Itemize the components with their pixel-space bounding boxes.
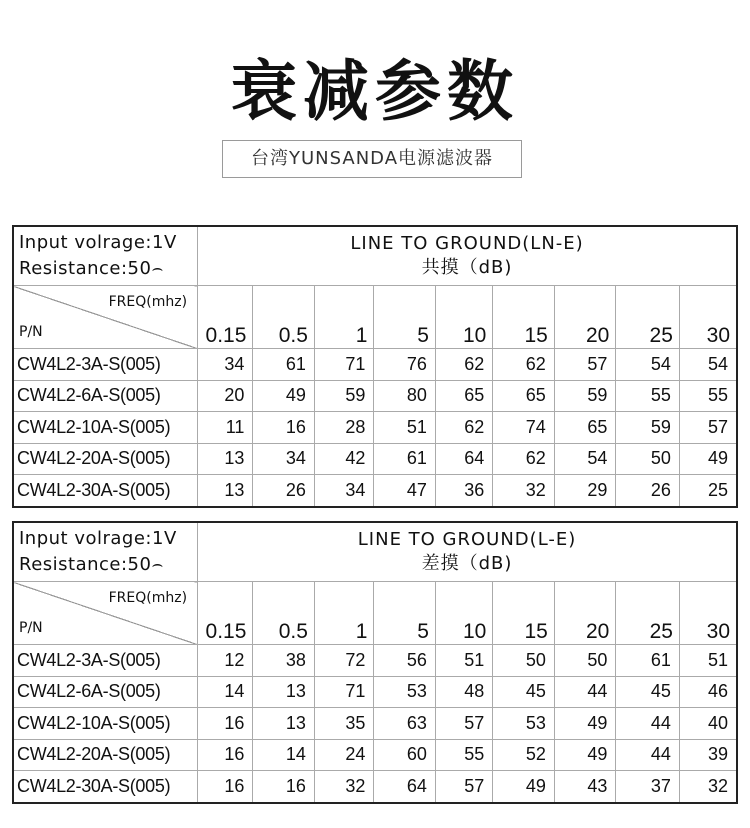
- attenuation-value-cell: 16: [198, 739, 253, 771]
- attenuation-value-cell: 16: [198, 771, 253, 803]
- attenuation-value-cell: 20: [198, 380, 253, 412]
- part-number-cell: CW4L2-20A-S(005): [13, 739, 198, 771]
- table-row: [13, 739, 737, 771]
- attenuation-value-cell: 12: [198, 645, 253, 677]
- attenuation-value-cell: 13: [198, 475, 253, 507]
- attenuation-value-cell: 56: [374, 645, 436, 677]
- table-heading-line1: LINE TO GROUND(LN-E): [350, 233, 584, 254]
- attenuation-table-ln-e: [12, 225, 738, 508]
- frequency-header: 15: [493, 286, 555, 349]
- attenuation-value-cell: 62: [435, 412, 492, 444]
- pn-label: P/N: [19, 324, 43, 340]
- part-number-cell: CW4L2-6A-S(005): [13, 676, 198, 708]
- attenuation-value-cell: 65: [493, 380, 555, 412]
- frequency-header: 20: [554, 286, 616, 349]
- attenuation-value-cell: 32: [314, 771, 373, 803]
- table-heading-line2: 差摸（dB): [421, 553, 513, 574]
- attenuation-value-cell: 64: [435, 443, 492, 475]
- table-heading-line2: 共摸（dB): [421, 257, 513, 278]
- attenuation-value-cell: 46: [679, 676, 737, 708]
- attenuation-value-cell: 57: [679, 412, 737, 444]
- table-row: [13, 676, 737, 708]
- attenuation-value-cell: 50: [616, 443, 680, 475]
- attenuation-value-cell: 40: [679, 708, 737, 740]
- pn-label: P/N: [19, 620, 43, 636]
- freq-pn-diagonal-cell: [13, 286, 198, 349]
- frequency-header: 0.15: [198, 286, 253, 349]
- attenuation-value-cell: 16: [253, 771, 315, 803]
- attenuation-value-cell: 64: [374, 771, 436, 803]
- frequency-header: 10: [435, 582, 492, 645]
- attenuation-value-cell: 16: [253, 412, 315, 444]
- attenuation-value-cell: 43: [554, 771, 616, 803]
- attenuation-value-cell: 44: [616, 708, 680, 740]
- attenuation-value-cell: 51: [435, 645, 492, 677]
- attenuation-value-cell: 76: [374, 349, 436, 381]
- frequency-header: 20: [554, 582, 616, 645]
- attenuation-value-cell: 59: [314, 380, 373, 412]
- attenuation-value-cell: 38: [253, 645, 315, 677]
- frequency-header: 5: [374, 582, 436, 645]
- attenuation-value-cell: 62: [493, 349, 555, 381]
- attenuation-value-cell: 65: [554, 412, 616, 444]
- attenuation-value-cell: 57: [435, 771, 492, 803]
- attenuation-value-cell: 49: [554, 739, 616, 771]
- part-number-cell: CW4L2-3A-S(005): [13, 645, 198, 677]
- attenuation-value-cell: 44: [554, 676, 616, 708]
- attenuation-value-cell: 59: [616, 412, 680, 444]
- attenuation-value-cell: 71: [314, 676, 373, 708]
- attenuation-value-cell: 61: [253, 349, 315, 381]
- attenuation-value-cell: 35: [314, 708, 373, 740]
- attenuation-value-cell: 65: [435, 380, 492, 412]
- frequency-header: 30: [679, 582, 737, 645]
- attenuation-value-cell: 36: [435, 475, 492, 507]
- frequency-header: 1: [314, 286, 373, 349]
- attenuation-value-cell: 14: [253, 739, 315, 771]
- header-row: [13, 522, 737, 582]
- attenuation-value-cell: 13: [198, 443, 253, 475]
- attenuation-value-cell: 34: [198, 349, 253, 381]
- table-heading-line1: LINE TO GROUND(L-E): [357, 529, 577, 550]
- table-row: [13, 412, 737, 444]
- attenuation-value-cell: 25: [679, 475, 737, 507]
- frequency-row: [13, 286, 737, 349]
- frequency-header: 0.15: [198, 582, 253, 645]
- attenuation-table-l-e: [12, 521, 738, 804]
- attenuation-value-cell: 28: [314, 412, 373, 444]
- part-number-cell: CW4L2-10A-S(005): [13, 412, 198, 444]
- attenuation-value-cell: 44: [616, 739, 680, 771]
- freq-pn-diagonal-cell: [13, 582, 198, 645]
- attenuation-value-cell: 34: [253, 443, 315, 475]
- attenuation-value-cell: 45: [616, 676, 680, 708]
- attenuation-value-cell: 37: [616, 771, 680, 803]
- attenuation-value-cell: 62: [435, 349, 492, 381]
- input-voltage-label: Input volrage:1V: [19, 232, 177, 253]
- frequency-header: 5: [374, 286, 436, 349]
- attenuation-value-cell: 29: [554, 475, 616, 507]
- table-row: [13, 771, 737, 803]
- page-title: 衰减参数: [231, 53, 519, 130]
- resistance-label: Resistance:50⌢: [19, 258, 164, 279]
- attenuation-value-cell: 49: [253, 380, 315, 412]
- attenuation-value-cell: 26: [616, 475, 680, 507]
- attenuation-value-cell: 55: [435, 739, 492, 771]
- attenuation-value-cell: 14: [198, 676, 253, 708]
- attenuation-value-cell: 47: [374, 475, 436, 507]
- attenuation-value-cell: 16: [198, 708, 253, 740]
- table-heading: [198, 522, 737, 582]
- part-number-cell: CW4L2-20A-S(005): [13, 443, 198, 475]
- input-voltage-label: Input volrage:1V: [19, 528, 177, 549]
- attenuation-value-cell: 13: [253, 676, 315, 708]
- attenuation-value-cell: 54: [554, 443, 616, 475]
- attenuation-value-cell: 49: [554, 708, 616, 740]
- attenuation-value-cell: 54: [679, 349, 737, 381]
- attenuation-value-cell: 60: [374, 739, 436, 771]
- table-heading: [198, 226, 737, 286]
- attenuation-value-cell: 24: [314, 739, 373, 771]
- attenuation-value-cell: 55: [679, 380, 737, 412]
- attenuation-value-cell: 53: [493, 708, 555, 740]
- part-number-cell: CW4L2-30A-S(005): [13, 771, 198, 803]
- frequency-header: 10: [435, 286, 492, 349]
- freq-unit-label: FREQ(mhz): [108, 590, 188, 606]
- attenuation-value-cell: 51: [679, 645, 737, 677]
- frequency-header: 0.5: [253, 582, 315, 645]
- attenuation-value-cell: 57: [554, 349, 616, 381]
- attenuation-value-cell: 42: [314, 443, 373, 475]
- frequency-header: 1: [314, 582, 373, 645]
- attenuation-value-cell: 61: [374, 443, 436, 475]
- attenuation-value-cell: 62: [493, 443, 555, 475]
- attenuation-value-cell: 32: [679, 771, 737, 803]
- attenuation-value-cell: 55: [616, 380, 680, 412]
- part-number-cell: CW4L2-3A-S(005): [13, 349, 198, 381]
- attenuation-value-cell: 49: [493, 771, 555, 803]
- frequency-header: 25: [616, 582, 680, 645]
- attenuation-value-cell: 63: [374, 708, 436, 740]
- table-row: [13, 349, 737, 381]
- attenuation-value-cell: 80: [374, 380, 436, 412]
- part-number-cell: CW4L2-30A-S(005): [13, 475, 198, 507]
- attenuation-value-cell: 72: [314, 645, 373, 677]
- header-row: [13, 226, 737, 286]
- attenuation-value-cell: 34: [314, 475, 373, 507]
- attenuation-value-cell: 57: [435, 708, 492, 740]
- attenuation-value-cell: 32: [493, 475, 555, 507]
- resistance-label: Resistance:50⌢: [19, 554, 164, 575]
- attenuation-value-cell: 74: [493, 412, 555, 444]
- attenuation-value-cell: 59: [554, 380, 616, 412]
- test-conditions-cell: [13, 522, 198, 582]
- attenuation-value-cell: 71: [314, 349, 373, 381]
- table-row: [13, 475, 737, 507]
- attenuation-value-cell: 13: [253, 708, 315, 740]
- attenuation-value-cell: 45: [493, 676, 555, 708]
- table-row: [13, 645, 737, 677]
- attenuation-value-cell: 61: [616, 645, 680, 677]
- attenuation-value-cell: 26: [253, 475, 315, 507]
- subtitle-box: 台湾YUNSANDA电源滤波器: [222, 140, 522, 178]
- attenuation-value-cell: 50: [493, 645, 555, 677]
- frequency-header: 30: [679, 286, 737, 349]
- attenuation-value-cell: 53: [374, 676, 436, 708]
- attenuation-value-cell: 11: [198, 412, 253, 444]
- frequency-header: 25: [616, 286, 680, 349]
- attenuation-value-cell: 51: [374, 412, 436, 444]
- frequency-header: 15: [493, 582, 555, 645]
- attenuation-value-cell: 50: [554, 645, 616, 677]
- attenuation-value-cell: 52: [493, 739, 555, 771]
- frequency-header: 0.5: [253, 286, 315, 349]
- frequency-row: [13, 582, 737, 645]
- attenuation-value-cell: 39: [679, 739, 737, 771]
- part-number-cell: CW4L2-6A-S(005): [13, 380, 198, 412]
- test-conditions-cell: [13, 226, 198, 286]
- table-row: [13, 708, 737, 740]
- part-number-cell: CW4L2-10A-S(005): [13, 708, 198, 740]
- table-row: [13, 443, 737, 475]
- attenuation-value-cell: 49: [679, 443, 737, 475]
- attenuation-value-cell: 54: [616, 349, 680, 381]
- freq-unit-label: FREQ(mhz): [108, 294, 188, 310]
- attenuation-value-cell: 48: [435, 676, 492, 708]
- table-row: [13, 380, 737, 412]
